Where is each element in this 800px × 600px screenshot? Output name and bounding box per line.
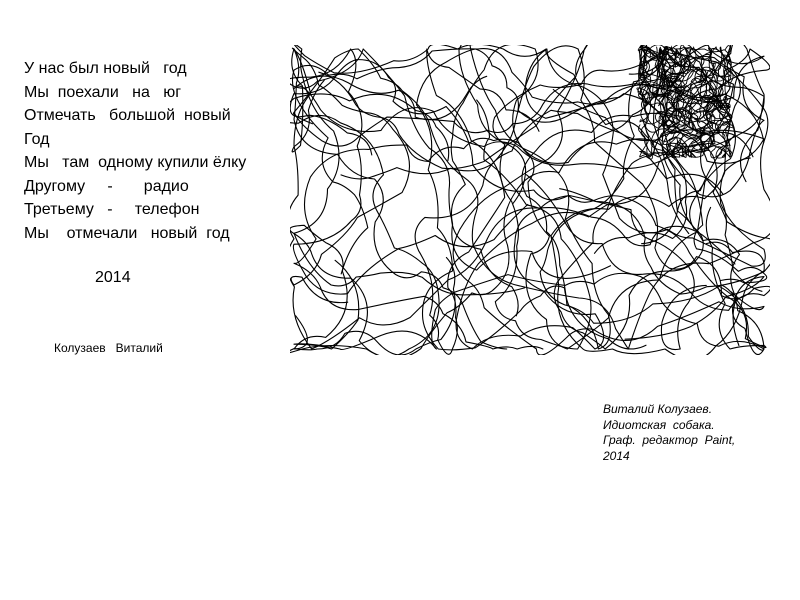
scribble-stroke <box>456 144 706 350</box>
poem-line-1: У нас был новый год <box>24 60 187 77</box>
poem-line-5: Мы там одному купили ёлку <box>24 154 247 171</box>
poem-author: Колузаев Виталий <box>54 341 163 355</box>
poem-line-3: Отмечать большой новый <box>24 107 231 124</box>
scribble-stroke <box>294 260 764 354</box>
poem-line-8: Мы отмечали новый год <box>24 224 230 242</box>
artwork-caption <box>603 402 773 464</box>
poem-line-2: Мы поехали на юг <box>24 83 182 101</box>
poem-line-7: Третьему - телефон <box>24 201 200 218</box>
poem-year: 2014 <box>95 269 131 286</box>
scribble-drawing <box>290 45 770 355</box>
poem-line-6: Другому - радио <box>24 177 189 195</box>
caption-title: Идиотская собака. <box>603 417 715 432</box>
scribble-stroke <box>290 94 449 355</box>
poem-text <box>24 57 246 245</box>
caption-medium: Граф. редактор Paint, <box>603 433 736 447</box>
scribble-stroke <box>294 45 689 295</box>
caption-year: 2014 <box>603 448 630 463</box>
caption-author: Виталий Колузаев. <box>603 402 713 416</box>
poem-line-4: Год <box>24 130 50 148</box>
scribble-stroke <box>291 48 507 349</box>
scribble-dense-patch <box>637 45 733 159</box>
